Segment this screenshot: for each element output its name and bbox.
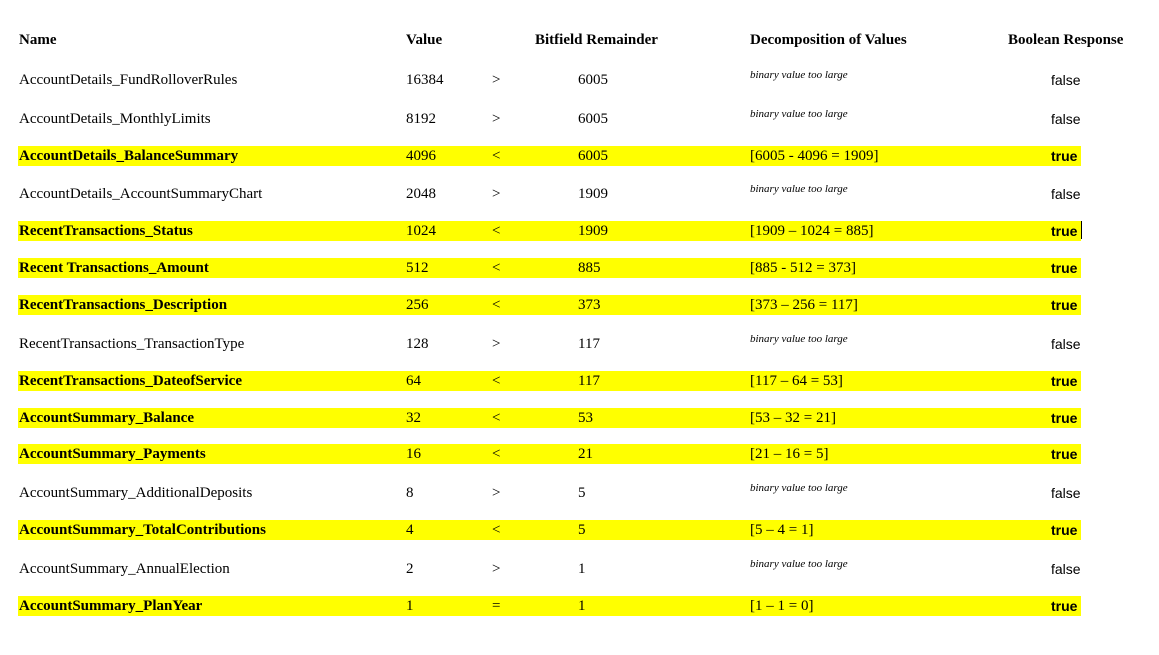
row-remainder: 5 (578, 485, 586, 501)
row-decomposition: [885 - 512 = 373] (750, 260, 856, 276)
table-row (0, 408, 1159, 428)
row-value: 4 (406, 522, 414, 538)
row-decomposition: [21 – 16 = 5] (750, 446, 829, 462)
row-decomposition: [1909 – 1024 = 885] (750, 223, 874, 239)
table-row (0, 596, 1159, 616)
row-remainder: 6005 (578, 72, 608, 88)
row-operator: < (492, 297, 501, 313)
row-value: 256 (406, 297, 429, 313)
row-operator: > (492, 186, 501, 202)
row-operator: < (492, 410, 501, 426)
table-row (0, 70, 1159, 90)
row-name: RecentTransactions_TransactionType (19, 336, 245, 352)
row-value: 1024 (406, 223, 436, 239)
table-row (0, 221, 1159, 241)
row-name: AccountSummary_AnnualElection (19, 561, 230, 577)
row-value: 4096 (406, 148, 436, 164)
header-value: Value (406, 32, 443, 48)
row-response: false (1051, 111, 1081, 127)
table-row (0, 483, 1159, 503)
row-response: false (1051, 336, 1081, 352)
row-decomposition: binary value too large (750, 183, 848, 195)
row-name: AccountSummary_TotalContributions (19, 522, 266, 538)
row-value: 2048 (406, 186, 436, 202)
row-remainder: 373 (578, 297, 601, 313)
row-response: true (1051, 410, 1078, 426)
table-header (0, 31, 1159, 51)
row-decomposition: binary value too large (750, 558, 848, 570)
table-row (0, 559, 1159, 579)
row-operator: < (492, 522, 501, 538)
row-operator: < (492, 260, 501, 276)
row-name: RecentTransactions_DateofService (19, 373, 242, 389)
row-operator: < (492, 223, 501, 239)
header-remainder: Bitfield Remainder (535, 32, 658, 48)
row-remainder: 6005 (578, 111, 608, 127)
row-value: 2 (406, 561, 414, 577)
row-value: 64 (406, 373, 421, 389)
row-operator: > (492, 561, 501, 577)
header-decomposition: Decomposition of Values (750, 32, 907, 48)
row-name: RecentTransactions_Status (19, 223, 193, 239)
row-name: AccountDetails_FundRolloverRules (19, 72, 238, 88)
row-decomposition: [53 – 32 = 21] (750, 410, 836, 426)
row-response: true (1051, 446, 1078, 462)
row-response: true (1051, 598, 1078, 614)
row-value: 8 (406, 485, 414, 501)
row-response: false (1051, 72, 1081, 88)
row-decomposition: binary value too large (750, 108, 848, 120)
row-decomposition: [117 – 64 = 53] (750, 373, 843, 389)
row-remainder: 6005 (578, 148, 608, 164)
row-response: true (1051, 148, 1078, 164)
row-decomposition: [373 – 256 = 117] (750, 297, 858, 313)
table-row (0, 295, 1159, 315)
row-name: AccountSummary_AdditionalDeposits (19, 485, 253, 501)
row-name: AccountDetails_BalanceSummary (19, 148, 239, 164)
row-operator: < (492, 446, 501, 462)
row-decomposition: binary value too large (750, 333, 848, 345)
row-remainder: 1909 (578, 186, 608, 202)
row-response: true (1051, 223, 1078, 239)
row-decomposition: binary value too large (750, 482, 848, 494)
row-name: Recent Transactions_Amount (19, 260, 209, 276)
row-remainder: 1 (578, 598, 586, 614)
table-row (0, 334, 1159, 354)
header-name: Name (19, 32, 57, 48)
row-value: 8192 (406, 111, 436, 127)
row-remainder: 5 (578, 522, 586, 538)
row-name: AccountDetails_AccountSummaryChart (19, 186, 263, 202)
row-remainder: 21 (578, 446, 593, 462)
row-value: 16384 (406, 72, 444, 88)
row-response: false (1051, 485, 1081, 501)
row-decomposition: [5 – 4 = 1] (750, 522, 814, 538)
row-operator: > (492, 72, 501, 88)
row-decomposition: [6005 - 4096 = 1909] (750, 148, 879, 164)
row-response: true (1051, 260, 1078, 276)
row-operator: > (492, 111, 501, 127)
row-response: true (1051, 297, 1078, 313)
row-name: AccountSummary_Balance (19, 410, 194, 426)
row-remainder: 1 (578, 561, 586, 577)
row-value: 1 (406, 598, 414, 614)
row-operator: < (492, 148, 501, 164)
text-cursor (1081, 221, 1082, 239)
row-operator: = (492, 598, 501, 614)
table-row (0, 371, 1159, 391)
row-response: false (1051, 561, 1081, 577)
table-row (0, 109, 1159, 129)
row-value: 16 (406, 446, 421, 462)
table-row (0, 520, 1159, 540)
row-name: RecentTransactions_Description (19, 297, 228, 313)
row-operator: > (492, 336, 501, 352)
row-value: 128 (406, 336, 429, 352)
row-response: false (1051, 186, 1081, 202)
row-operator: > (492, 485, 501, 501)
row-remainder: 53 (578, 410, 593, 426)
row-value: 32 (406, 410, 421, 426)
table-row (0, 258, 1159, 278)
header-response: Boolean Response (1008, 32, 1124, 48)
row-response: true (1051, 522, 1078, 538)
row-response: true (1051, 373, 1078, 389)
table-row (0, 146, 1159, 166)
row-name: AccountSummary_PlanYear (19, 598, 203, 614)
row-remainder: 117 (578, 336, 600, 352)
row-decomposition: [1 – 1 = 0] (750, 598, 814, 614)
row-name: AccountDetails_MonthlyLimits (19, 111, 211, 127)
row-value: 512 (406, 260, 429, 276)
row-operator: < (492, 373, 501, 389)
table-row (0, 444, 1159, 464)
table-row (0, 184, 1159, 204)
row-name: AccountSummary_Payments (19, 446, 206, 462)
row-remainder: 1909 (578, 223, 608, 239)
row-remainder: 885 (578, 260, 601, 276)
row-decomposition: binary value too large (750, 69, 848, 81)
row-remainder: 117 (578, 373, 600, 389)
